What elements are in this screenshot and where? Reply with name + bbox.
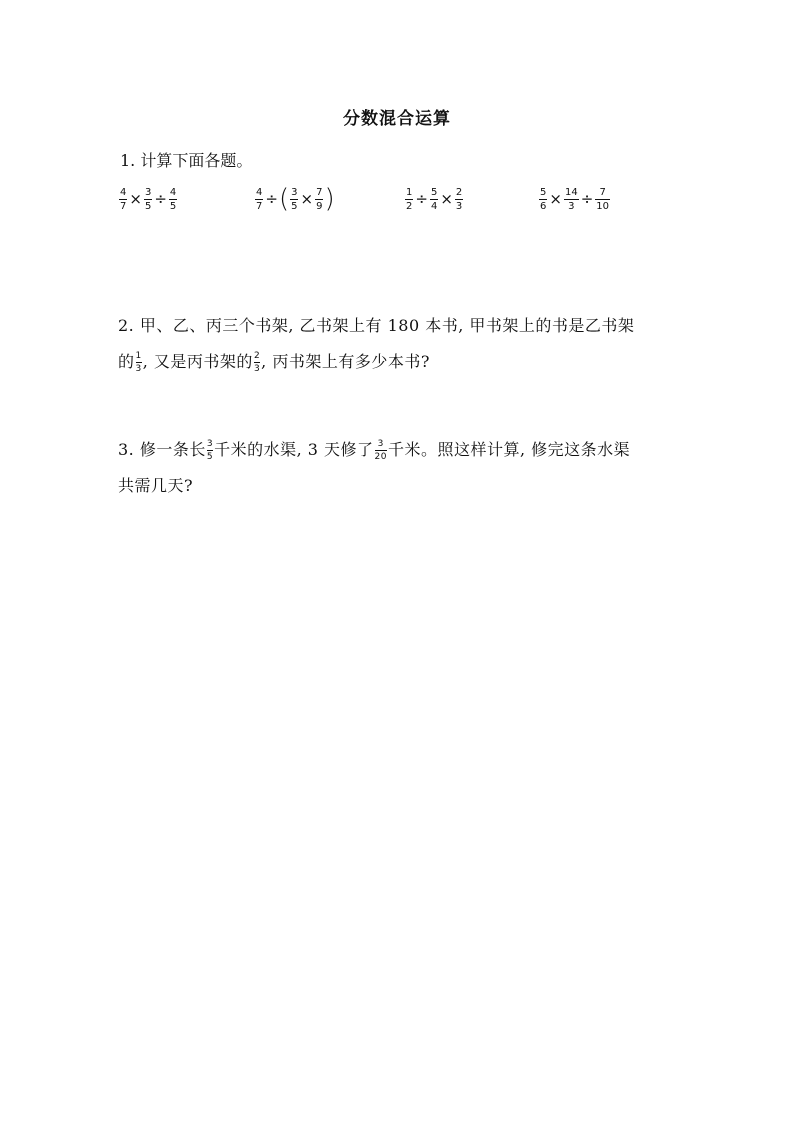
fraction-denominator: 3 (455, 200, 463, 212)
fraction-three-twentieths (375, 439, 387, 462)
question-3-text-1c: 千米。照这样计算, 修完这条水渠 (388, 440, 631, 459)
fraction (564, 187, 579, 212)
fraction-numerator: 5 (540, 186, 547, 198)
question-3-text-1b: 千米的水渠, 3 天修了 (214, 440, 374, 459)
fraction (144, 187, 152, 212)
question-2-text-2b: , 又是丙书架的 (142, 352, 253, 371)
fraction-bar (207, 450, 213, 451)
fraction-numerator: 7 (316, 186, 323, 198)
operator: ÷ (580, 190, 594, 208)
fraction-bar (595, 199, 610, 200)
fraction-bar (254, 362, 260, 363)
fraction-bar (375, 450, 387, 451)
fraction-bar (455, 199, 463, 200)
fraction-bar (119, 199, 127, 200)
fraction-one-third (136, 351, 142, 374)
fraction-numerator: 1 (406, 186, 413, 198)
fraction-numerator: 5 (430, 186, 438, 198)
expression-3 (404, 180, 464, 218)
fraction-bar (169, 199, 177, 200)
fraction-denominator: 3 (135, 363, 142, 374)
fraction-bar (315, 199, 323, 200)
fraction-three-fifths (207, 439, 213, 462)
fraction (405, 187, 413, 212)
expression-1 (118, 180, 178, 218)
fraction-denominator: 6 (540, 200, 547, 212)
question-3 (118, 432, 678, 504)
question-3-text-1a: 3. 修一条长 (118, 440, 206, 459)
fraction-denominator: 5 (144, 200, 152, 212)
operator: × (129, 190, 142, 208)
operator: ÷ (154, 190, 167, 208)
page-title: 分数混合运算 (343, 109, 451, 129)
fraction (119, 187, 127, 212)
fraction (315, 187, 323, 212)
fraction-denominator: 5 (169, 200, 177, 212)
operator: × (300, 190, 314, 208)
fraction-bar (405, 199, 413, 200)
fraction-denominator: 20 (374, 451, 387, 462)
fraction-denominator: 4 (430, 200, 438, 212)
fraction-bar (255, 199, 263, 200)
fraction (539, 187, 547, 212)
fraction (169, 187, 177, 212)
question-3-text-2: 共需几天? (118, 476, 194, 495)
fraction-numerator: 3 (144, 186, 152, 198)
question-2-text-2a: 的 (118, 352, 135, 371)
fraction-numerator: 4 (169, 186, 177, 198)
fraction-bar (430, 199, 438, 200)
fraction-denominator: 2 (406, 200, 413, 212)
fraction-two-thirds (254, 351, 260, 374)
fraction-denominator: 5 (291, 200, 298, 212)
operator: ÷ (265, 190, 278, 208)
fraction-numerator: 1 (135, 350, 142, 361)
fraction-numerator: 3 (206, 438, 214, 449)
fraction-denominator: 7 (256, 200, 263, 212)
fraction-numerator: 3 (377, 438, 384, 449)
expression-4 (538, 180, 611, 218)
fraction-denominator: 7 (120, 200, 127, 212)
question-3-line-1 (118, 432, 678, 468)
operator: ÷ (415, 190, 428, 208)
fraction (255, 187, 263, 212)
question-3-line-2 (118, 468, 678, 504)
question-2-line-1 (118, 308, 678, 344)
fraction-denominator: 10 (596, 200, 609, 212)
fraction-denominator: 3 (253, 363, 261, 374)
fraction-numerator: 4 (256, 186, 263, 198)
fraction-numerator: 3 (291, 186, 298, 198)
parenthesis: ) (324, 184, 335, 214)
fraction-bar (539, 199, 547, 200)
question-1-expressions (118, 180, 678, 220)
fraction-bar (564, 199, 579, 200)
fraction-bar (136, 362, 142, 363)
fraction-numerator: 14 (564, 186, 578, 198)
fraction-numerator: 4 (120, 186, 127, 198)
question-2-text-2c: , 丙书架上有多少本书? (261, 352, 430, 371)
fraction (290, 187, 298, 212)
operator: × (549, 190, 562, 208)
question-2-line-2 (118, 344, 678, 380)
question-2-text-1: 2. 甲、乙、丙三个书架, 乙书架上有 180 本书, 甲书架上的书是乙书架 (118, 316, 635, 335)
fraction-denominator: 5 (206, 451, 214, 462)
question-1-heading: 1. 计算下面各题。 (120, 151, 253, 170)
fraction-numerator: 2 (253, 350, 261, 361)
parenthesis: ( (278, 184, 290, 214)
fraction-numerator: 2 (455, 186, 463, 198)
fraction-denominator: 3 (568, 200, 575, 212)
expression-2 (254, 180, 335, 218)
fraction (455, 187, 463, 212)
fraction-numerator: 7 (599, 186, 606, 198)
fraction (595, 187, 610, 212)
fraction-bar (290, 199, 298, 200)
question-2 (118, 308, 678, 380)
fraction (430, 187, 438, 212)
fraction-denominator: 9 (316, 200, 323, 212)
operator: × (440, 190, 453, 208)
fraction-bar (144, 199, 152, 200)
